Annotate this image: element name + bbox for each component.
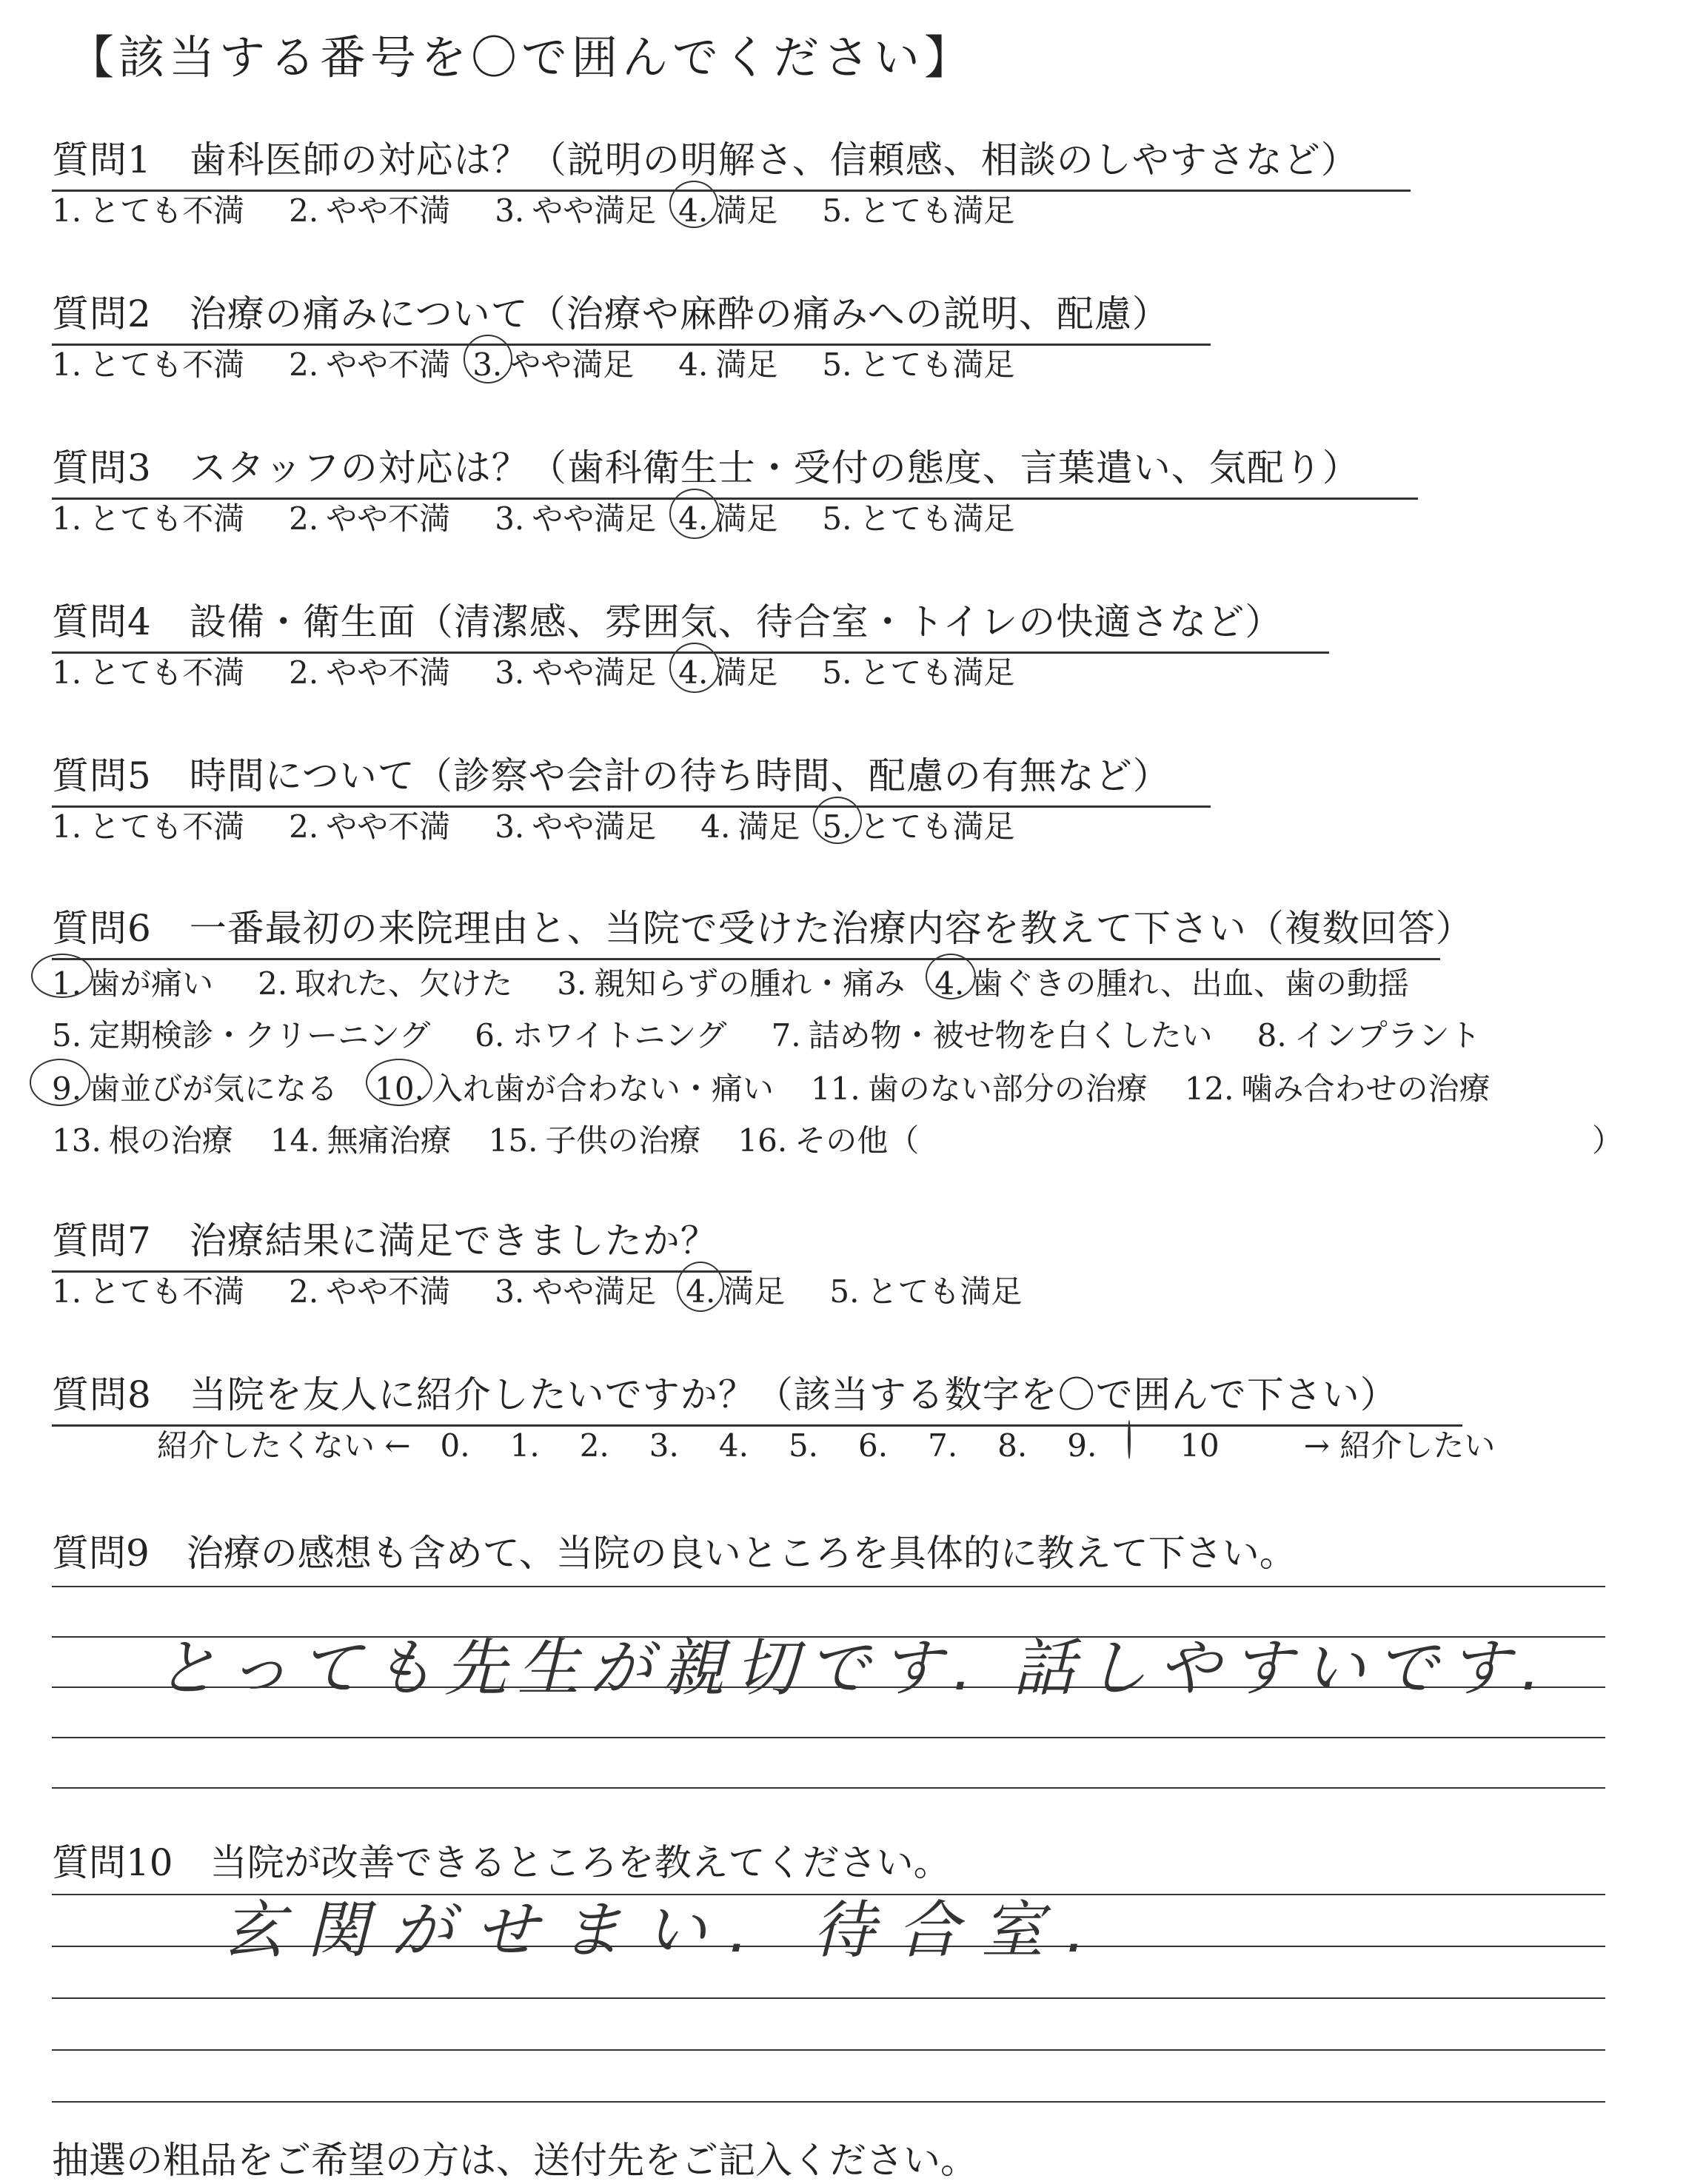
selection-circle bbox=[1128, 1420, 1131, 1459]
q6-option-15[interactable]: 15. 子供の治療 bbox=[488, 1122, 701, 1159]
q8-option-5[interactable]: 5. bbox=[788, 1427, 819, 1464]
q6-option-16[interactable]: 16. その他（ bbox=[737, 1122, 920, 1159]
q6-option-9-selected[interactable]: 9. 歯並びが気になる bbox=[52, 1065, 338, 1109]
q8-heading: 質問8 当院を友人に紹介したいですか？（該当する数字を〇で囲んで下さい） bbox=[52, 1365, 1462, 1427]
q5-option-5-selected[interactable]: 5. とても満足 bbox=[822, 803, 1014, 847]
q8-right-label: → 紹介したい bbox=[1303, 1427, 1496, 1464]
q2-option-4[interactable]: 4. 満足 bbox=[678, 346, 778, 383]
q2-option-5[interactable]: 5. とても満足 bbox=[822, 346, 1015, 383]
q6-row-2 bbox=[52, 1011, 1481, 1056]
q10-answer-line-4 bbox=[52, 2049, 1605, 2051]
q7-option-4-selected[interactable]: 4. 満足 bbox=[686, 1267, 785, 1312]
selection-circle bbox=[926, 954, 976, 999]
q4-option-2[interactable]: 2. やや不満 bbox=[289, 654, 451, 691]
q10-answer-line-5 bbox=[52, 2101, 1605, 2103]
q6-option-3[interactable]: 3. 親知らずの腫れ・痛み bbox=[557, 965, 906, 1002]
q6-option-5[interactable]: 5. 定期検診・クリーニング bbox=[52, 1017, 431, 1054]
q10-heading: 質問10 当院が改善できるところを教えてください。 bbox=[52, 1841, 951, 1884]
q8-scale bbox=[157, 1421, 1495, 1466]
q9-answer-line-1 bbox=[52, 1586, 1605, 1587]
q5-option-2[interactable]: 2. やや不満 bbox=[289, 808, 451, 845]
footer-cut-text: 抽選の粗品をご希望の方は、送付先をご記入ください。 bbox=[52, 2139, 977, 2182]
q4-options bbox=[52, 649, 1014, 693]
q6-other-close-paren: ） bbox=[1592, 1122, 1624, 1159]
q7-heading: 質問7 治療結果に満足できましたか？ bbox=[52, 1211, 752, 1273]
q5-option-4[interactable]: 4. 満足 bbox=[700, 808, 800, 845]
q6-row-4 bbox=[52, 1116, 919, 1161]
q5-options bbox=[52, 803, 1014, 847]
q4-option-3[interactable]: 3. やや満足 bbox=[495, 654, 657, 691]
q1-options bbox=[52, 187, 1014, 231]
page-title: 【該当する番号を〇で囲んでください】 bbox=[68, 30, 975, 84]
q8-option-2[interactable]: 2. bbox=[579, 1427, 609, 1464]
q8-option-0[interactable]: 0. bbox=[440, 1427, 470, 1464]
q5-option-1[interactable]: 1. とても不満 bbox=[52, 808, 245, 845]
q3-option-2[interactable]: 2. やや不満 bbox=[289, 500, 451, 537]
q4-option-4-selected[interactable]: 4. 満足 bbox=[678, 649, 777, 693]
q6-option-11[interactable]: 11. 歯のない部分の治療 bbox=[810, 1071, 1148, 1107]
selection-circle bbox=[31, 954, 93, 998]
q6-option-2[interactable]: 2. 取れた、欠けた bbox=[258, 965, 513, 1002]
q4-heading: 質問4 設備・衛生面（清潔感、雰囲気、待合室・トイレの快適さなど） bbox=[52, 592, 1329, 654]
selection-circle bbox=[813, 797, 862, 844]
q5-heading: 質問5 時間について（診察や会計の待ち時間、配慮の有無など） bbox=[52, 746, 1211, 808]
q8-option-8[interactable]: 8. bbox=[997, 1427, 1028, 1464]
q1-heading: 質問1 歯科医師の対応は？（説明の明解さ、信頼感、相談のしやすさなど） bbox=[52, 130, 1411, 192]
q6-option-13[interactable]: 13. 根の治療 bbox=[52, 1122, 233, 1159]
q8-option-6[interactable]: 6. bbox=[858, 1427, 889, 1464]
selection-circle bbox=[464, 335, 512, 383]
q6-option-1-selected[interactable]: 1. 歯が痛い bbox=[52, 959, 213, 1004]
q8-option-10-selected[interactable]: 10 bbox=[1137, 1427, 1259, 1464]
q9-answer-line-5 bbox=[52, 1787, 1605, 1789]
selection-circle bbox=[366, 1059, 432, 1106]
q6-option-6[interactable]: 6. ホワイトニング bbox=[475, 1017, 727, 1054]
q6-row-1 bbox=[52, 959, 1409, 1004]
q3-options bbox=[52, 495, 1014, 539]
selection-circle bbox=[669, 643, 720, 693]
q9-handwritten-answer[interactable]: とっても先生が親切です. 話しやすいです. bbox=[155, 1632, 1551, 1704]
q7-option-2[interactable]: 2. やや不満 bbox=[289, 1273, 451, 1310]
q2-option-2[interactable]: 2. やや不満 bbox=[289, 346, 451, 383]
q6-option-8[interactable]: 8. インプラント bbox=[1257, 1017, 1481, 1054]
q3-option-4-selected[interactable]: 4. 満足 bbox=[678, 495, 777, 539]
q1-option-3[interactable]: 3. やや満足 bbox=[495, 192, 657, 229]
q10-handwritten-answer[interactable]: 玄関がせまい. 待合室. bbox=[222, 1894, 1108, 1966]
q2-heading: 質問2 治療の痛みについて（治療や麻酔の痛みへの説明、配慮） bbox=[52, 284, 1211, 346]
q2-option-3-selected[interactable]: 3. やや満足 bbox=[472, 341, 634, 385]
selection-circle bbox=[669, 489, 720, 539]
q4-option-1[interactable]: 1. とても不満 bbox=[52, 654, 245, 691]
q8-option-4[interactable]: 4. bbox=[718, 1427, 749, 1464]
q3-option-3[interactable]: 3. やや満足 bbox=[495, 500, 657, 537]
q7-option-3[interactable]: 3. やや満足 bbox=[495, 1273, 657, 1310]
q1-option-1[interactable]: 1. とても不満 bbox=[52, 192, 245, 229]
q9-heading: 質問9 治療の感想も含めて、当院の良いところを具体的に教えて下さい。 bbox=[52, 1532, 1297, 1575]
q8-option-1[interactable]: 1. bbox=[509, 1427, 540, 1464]
selection-circle bbox=[30, 1059, 90, 1106]
q6-option-10-selected[interactable]: 10. 入れ歯が合わない・痛い bbox=[375, 1065, 774, 1109]
q2-options bbox=[52, 341, 1014, 385]
q6-option-12[interactable]: 12. 噛み合わせの治療 bbox=[1184, 1071, 1491, 1107]
q1-option-2[interactable]: 2. やや不満 bbox=[289, 192, 451, 229]
q6-option-4-selected[interactable]: 4. 歯ぐきの腫れ、出血、歯の動揺 bbox=[934, 959, 1409, 1004]
q7-option-1[interactable]: 1. とても不満 bbox=[52, 1273, 245, 1310]
q10-answer-line-3 bbox=[52, 1997, 1605, 1999]
q4-option-5[interactable]: 5. とても満足 bbox=[822, 654, 1015, 691]
q7-options bbox=[52, 1267, 1022, 1312]
q8-option-7[interactable]: 7. bbox=[928, 1427, 958, 1464]
q6-option-7[interactable]: 7. 詰め物・被せ物を白くしたい bbox=[771, 1017, 1213, 1054]
selection-circle bbox=[677, 1262, 724, 1312]
q6-heading: 質問6 一番最初の来院理由と、当院で受けた治療内容を教えて下さい（複数回答） bbox=[52, 899, 1440, 960]
q6-option-14[interactable]: 14. 無痛治療 bbox=[270, 1122, 452, 1159]
q3-option-1[interactable]: 1. とても不満 bbox=[52, 500, 245, 537]
q9-answer-line-4 bbox=[52, 1737, 1605, 1738]
q2-option-1[interactable]: 1. とても不満 bbox=[52, 346, 245, 383]
q7-option-5[interactable]: 5. とても満足 bbox=[829, 1273, 1023, 1310]
q1-option-5[interactable]: 5. とても満足 bbox=[822, 192, 1015, 229]
q3-heading: 質問3 スタッフの対応は？（歯科衛生士・受付の態度、言葉遣い、気配り） bbox=[52, 438, 1418, 500]
q1-option-4-selected[interactable]: 4. 満足 bbox=[678, 187, 777, 231]
q6-row-3 bbox=[52, 1065, 1491, 1109]
q8-option-3[interactable]: 3. bbox=[649, 1427, 679, 1464]
q8-option-9[interactable]: 9. bbox=[1067, 1427, 1097, 1464]
selection-circle bbox=[669, 181, 718, 228]
q8-left-label: 紹介したくない ← bbox=[157, 1427, 411, 1464]
q3-option-5[interactable]: 5. とても満足 bbox=[822, 500, 1015, 537]
q5-option-3[interactable]: 3. やや満足 bbox=[495, 808, 657, 845]
